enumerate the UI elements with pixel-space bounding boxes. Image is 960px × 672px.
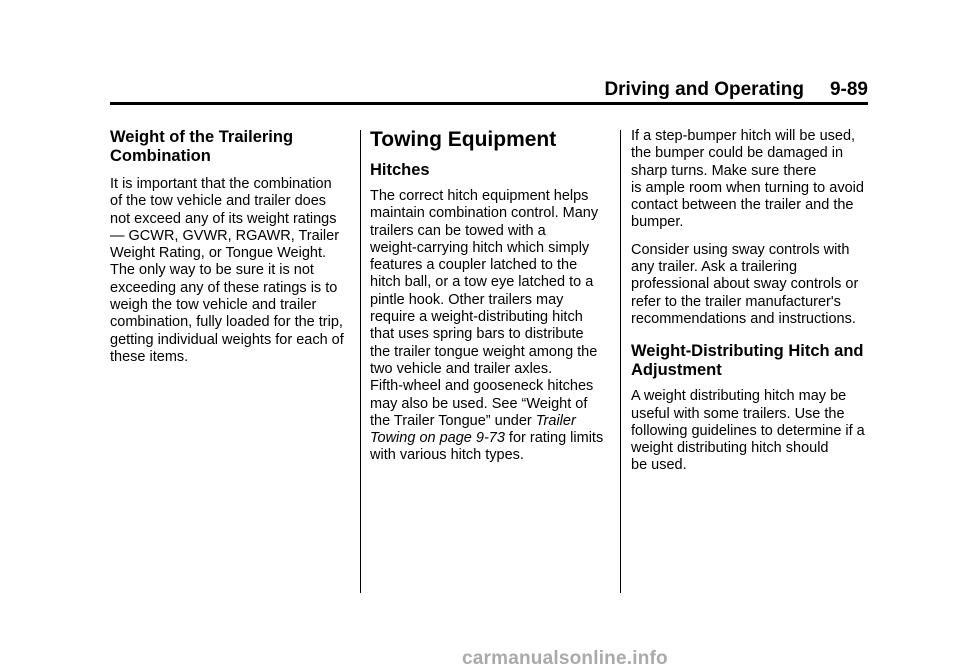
subheading-weight-distributing: Weight-Distributing Hitch and Adjustment (631, 342, 864, 380)
cross-reference-link[interactable]: Trailer (535, 412, 576, 429)
column-divider-1 (360, 130, 361, 593)
column-2 (370, 128, 610, 475)
paragraph-weight: It is important that the combination of the tow vehicle and trailer does not exceed any of its weight ratings — GCWR, GVWR, RGAWR, Trailer Weight Rating, or Tongue Weight. The only way to be sure it is not exceeding any of these ratings is to weigh the tow vehicle and trailer combination, fully loaded for the trip, getting individual weights for each of these items. (110, 176, 344, 365)
watermark: carmanualsonline.info (462, 648, 668, 669)
cross-reference-link-cont[interactable]: Towing on page 9-73 (370, 430, 505, 447)
column-divider-2 (620, 130, 621, 593)
paragraph-sway-controls: Consider using sway controls with any trailer. Ask a trailering professional about sway controls or refer to the trailer manufacturer's recommendations and instructions. (631, 241, 859, 327)
page-number: 9-89 (829, 79, 868, 100)
column-3 (631, 128, 871, 485)
paragraph-step-bumper: If a step-bumper hitch will be used, the bumper could be damaged in sharp turns. Make sure there is ample room when turning to avoid contact between the trailer and the bumper. (631, 128, 864, 231)
section-heading-weight: Weight of the Trailering Combination (110, 128, 294, 165)
page-header (110, 78, 868, 102)
section-title-towing-equipment: Towing Equipment (370, 128, 557, 151)
header-rule (110, 102, 868, 105)
section-title: Driving and Operating (604, 79, 804, 100)
column-1 (110, 128, 350, 376)
subheading-hitches: Hitches (370, 161, 430, 179)
paragraph-weight-distributing: A weight distributing hitch may be useful with some trailers. Use the following guidelines to determine if a weight distributing hitch should be used. (631, 388, 865, 474)
paragraph-hitches: The correct hitch equipment helps maintain combination control. Many trailers can be towed with a weight-carrying hitch which simply features a coupler latched to the hitch ball, or a tow eye latched to a pintle hook. Other trailers may require a weight-distributing hitch that uses spring bars to distribute the trailer tongue weight among the two vehicle and trailer axles. Fifth-wheel and gooseneck hitches may also be used. See “Weight of the Trailer Tongue” under Trailer Towing on page 9-73 for rating limits with various hitch types. (370, 188, 604, 464)
